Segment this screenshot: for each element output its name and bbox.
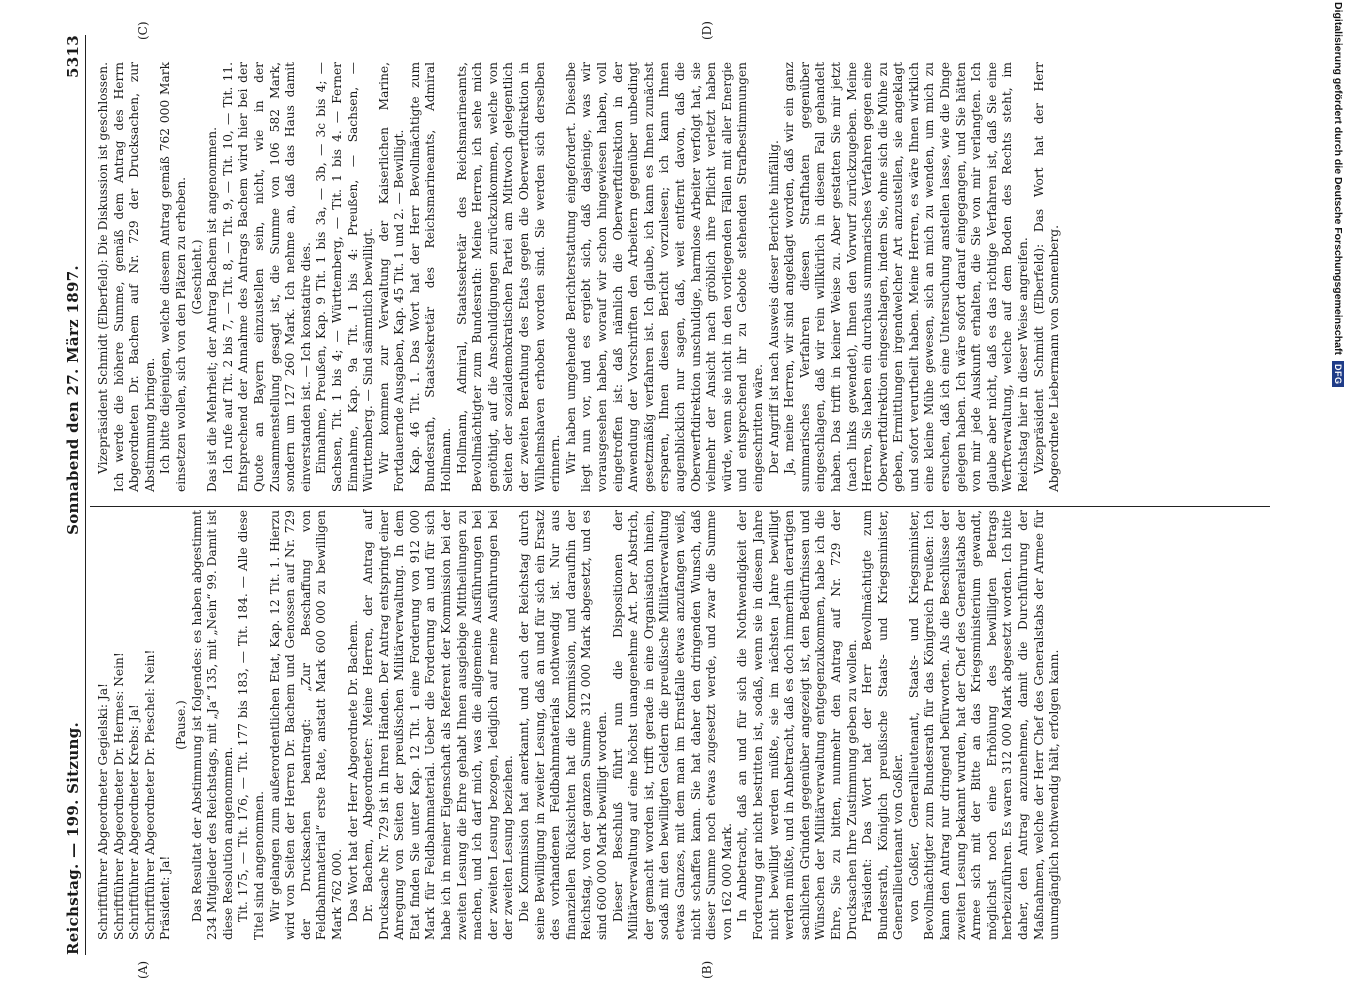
column-divider: [90, 506, 1270, 507]
paragraph: Vizepräsident Schmidt (Elberfeld): Die Diskussion ist geschlossen. Ich werde die höhere Summe, gemäß dem Antrag des Herrn Abgeordneten Dr. Bachem auf Nr. 729 der Drucksachen, zur Abstimmung bringen.: [96, 62, 157, 492]
paragraph: Ich bitte diejenigen, welche diesem Antrag gemäß 762 000 Mark einsetzen wollen, sich von den Plätzen zu erheben.: [158, 62, 188, 492]
paragraph: Das Wort hat der Herr Abgeordnete Dr. Bachem.: [345, 620, 360, 922]
paragraph: Das ist die Mehrheit; der Antrag Bachem ist angenommen.: [205, 127, 220, 492]
paragraph: Hollmann, Admiral, Staatssekretär des Reichsmarineamts, Bevollmächtigter zum Bundesrath: Meine Herren, ich sehe mich genöthigt, auf die Anschuldigungen zurückzukommen, welche von Seiten der sozialdemokratischen Partei am Mittwoch gelegentlich der zweiten Berathung des Etats gegen die Oberwerftdirektion in Wilhelmshaven erhoben worden sind. Sie werden sich derselben erinnern.: [454, 62, 563, 492]
paragraph: Präsident: Ja!: [158, 855, 173, 940]
paragraph: Wir gelangen zum außerordentlichen Etat, Kap. 12 Tit. 1. Hierzu wird von Seiten der Herren Dr. Bachem und Genossen auf Nr. 729 der Drucksachen beantragt: „Zur Beschaffung von Feldbahnmaterial“ erste Rate, anstatt Mark 600 000 zu bewilligen Mark 762 000.: [267, 510, 344, 940]
paragraph: Das Resultat der Abstimmung ist folgendes: es haben abgestimmt 234 Mitglieder des Reichstags, mit „Ja“ 135, mit „Nein“ 99. Damit ist diese Resolution angenommen.: [189, 510, 235, 940]
margin-marker-d: (D): [700, 21, 714, 40]
paragraph: Wir haben umgehende Berichterstattung eingefordert. Dieselbe liegt nun vor, und es ergiebt sich, daß dasjenige, was wir vorausgesehen haben, worauf wir schon hingewiesen haben, voll eingetroffen ist: daß nämlich die Oberwerftdirektion in der Anwendung der Vorschriften den Arbeitern gegenüber unbedingt gesetzmäßig verfahren ist. Ich glaube, ich kann es Ihnen zunächst ersparen, Ihnen diesen Bericht vorzulesen; ich kann Ihnen augenblicklich nur sagen, daß, weit entfernt davon, daß die Oberwerftdirektion unschuldige, harmlose Arbeiter verfolgt hat, sie vielmehr der Ansicht nach gröblich ihre Pflicht verletzt haben würde, wenn sie nicht in den vorliegenden Fällen mit aller Energie und entsprechend ihr zu Gebote stehenden Strafbestimmungen eingeschritten wäre.: [563, 62, 765, 492]
paragraph: Kap. 46 Tit. 1. Das Wort hat der Herr Bevollmächtigte zum Bundesrath, Staatssekretär des Reichsmarineamts, Admiral Hollmann.: [407, 62, 454, 492]
left-column: [96, 510, 1063, 940]
digitization-credit: [1327, 2, 1349, 998]
header-date: Sonnabend den 27. März 1897.: [64, 265, 82, 535]
paragraph: (Pause.): [173, 700, 188, 750]
paragraph: Einnahme, Preußen, Kap. 9 Tit. 1 bis 3a, — 3b, — 3c bis 4; — Sachsen, Tit. 1 bis 4; — Württemberg, — Tit. 1 bis 4. — Ferner Einnahme, Kap. 9a Tit. 1 bis 4: Preußen, — Sachsen, — Württemberg. — Sind sämmtlich bewilligt.: [314, 62, 376, 492]
right-column: [96, 62, 1063, 492]
paragraph: Dr. Bachem, Abgeordneter: Meine Herren, der Antrag auf Drucksache Nr. 729 ist in Ihren Händen. Der Antrag entspringt einer Anregung von Seiten der preußischen Militärverwaltung. In dem Etat finden Sie unter Kap. 12 Tit. 1 eine Forderung von 912 000 Mark für Feldbahnmaterial. Ueber die Forderung an und für sich habe ich in meiner Eigenschaft als Referent der Kommission bei der zweiten Lesung die Ehre gehabt Ihnen ausgiebige Mittheilungen zu machen, und ich darf mich, was die allgemeine Ausführungen bei der zweiten Lesung bezogen, lediglich auf meine Ausführungen bei der zweiten Lesung beziehen.: [361, 510, 516, 940]
credit-text: Digitalisierung gefördert durch die Deutsche Forschungsgemeinschaft: [1332, 2, 1344, 355]
margin-marker-b: (B): [700, 960, 714, 979]
paragraph: Schriftführer Abgeordneter Dr. Pieschel: Nein!: [142, 649, 157, 940]
paragraph: (Geschieht.): [189, 239, 204, 315]
paragraph: Der Angriff ist nach Ausweis dieser Berichte hinfällig.: [766, 140, 781, 474]
paragraph: Die Kommission hat anerkannt, und auch der Reichstag durch seine Bewilligung in zweiter Lesung, daß an und für sich ein Ersatz des vorhandenen Feldbahnmaterials nothwendig ist. Nur aus finanziellen Rücksichten hat die Kommission, und daraufhin der Reichstag, von der ganzen Summe 312 000 Mark abgesetzt, und es sind 600 000 Mark bewilligt worden.: [517, 510, 609, 940]
paragraph: von Goßler, Generallieutenant, Staats- und Kriegsminister, Bevollmächtigter zum Bundesrath für das Königreich Preußen: Ich kann den Antrag nur dringend befürworten. Als die Beschlüsse der zweiten Lesung bekannt wurden, hat der Chef des Generalstabs der Armee sich mit der Bitte an das Kriegsministerium gewandt, möglichst noch eine Erhöhung des bewilligten Betrags herbeizuführen. Es waren 312 000 Mark abgesetzt worden. Ich bitte daher, den Antrag anzunehmen, damit die Durchführung der Maßnahmen, welche der Herr Chef des Generalstabs der Armee für unumgänglich nothwendig hält, erfolgen kann.: [906, 510, 1062, 940]
paragraph: Schriftführer Abgeordneter Krebs: Ja!: [127, 704, 142, 940]
paragraph: Schriftführer Abgeordneter Dr. Hermes: Nein!: [111, 652, 126, 940]
rotated-page: [40, 5, 1312, 995]
paragraph: Wir kommen zur Verwaltung der Kaiserlichen Marine, Fortdauernde Ausgaben, Kap. 45 Tit. 1 und 2. — Bewilligt.: [376, 62, 407, 492]
paragraph: Ich rufe auf Tit. 2 bis 7, — Tit. 8, — Tit. 9, — Tit. 10, — Tit. 11. Entsprechend der Annahme des Antrags Bachem wird hier bei der Quote an Bayern einzustellen sein, nicht, wie in der Zusammenstellung gesagt ist, die Summe von 106 582 Mark, sondern um 127 260 Mark. Ich nehme an, daß das Haus damit einverstanden ist. — Ich konstatire dies.: [220, 62, 313, 492]
header-left: Reichstag. — 199. Sitzung.: [64, 721, 82, 955]
paragraph: Vizepräsident Schmidt (Elberfeld): Das Wort hat der Herr Abgeordnete Liebermann von Sonnenberg.: [1031, 62, 1062, 492]
paragraph: In Anbetracht, daß an und für sich die Nothwendigkeit der Forderung gar nicht bestritten ist, sodaß, wenn sie in diesem Jahre nicht bewilligt werden müßte, sie im nächsten Jahre bewilligt werden müßte, und in Anbetracht, daß es doch immerhin derartigen sachlichen Gründen gegenüber angezeigt ist, den Bedürfnissen und Wünschen der Militärverwaltung entgegenzukommen, habe ich die Ehre, Sie zu bitten, nunmehr den Antrag auf Nr. 729 der Drucksachen Ihre Zustimmung geben zu wollen.: [735, 510, 859, 940]
paragraph: Ja, meine Herren, wir sind angeklagt worden, daß wir ein ganz summarisches Verfahren diesen Strafthaten gegenüber eingeschlagen, daß wir rein willkürlich in diesem Fall gehandelt haben. Das trifft in keiner Weise zu. Aber gestatten Sie mir jetzt (nach links gewendet), Ihnen den Vorwurf zurückzugeben. Meine Herren, Sie haben ein durchaus summarisches Verfahren gegen eine Oberwerftdirektion eingeschlagen, indem Sie, ohne sich die Mühe zu geben, Ermittlungen irgendwelcher Art anzustellen, sie angeklagt und sofort verurtheilt haben. Meine Herren, es wäre Ihnen wirklich eine kleine Mühe gewesen, sich an mich zu wenden, um mich zu ersuchen, daß ich eine Untersuchung anstellen lasse, wie die Dinge gelegen haben. Ich wäre sofort darauf eingegangen, und Sie hätten von mir jede Auskunft erhalten, die Sie von mir verlangten. Ich glaube aber nicht, daß es das richtige Verfahren ist, daß Sie eine Werftverwaltung, welche auf dem Boden des Rechts steht, im Reichstag hier in dieser Weise angreifen.: [782, 62, 1031, 492]
paragraph: Tit. 175, — Tit. 176, — Tit. 177 bis 183, — Tit. 184. — Alle diese Titel sind angenommen.: [236, 510, 266, 940]
paragraph: Schriftführer Abgeordneter Gegielski: Ja!: [96, 683, 110, 940]
page-header: [54, 35, 86, 955]
paragraph: Dieser Beschluß führt nun die Dispositionen der Militärverwaltung auf eine höchst unangenehme Art. Der Abstrich, der gemacht worden ist, trifft gerade in eine Organisation hinein, sodaß mit den bewilligten Geldern die preußische Militärverwaltung etwas Ganzes, mit dem man im Ernstfalle etwas anzufangen weiß, nicht schaffen kann. Sie hat daher den dringenden Wunsch, daß dieser Summe noch etwas zugesetzt werde, und zwar die Summe von 162 000 Mark.: [610, 510, 734, 940]
margin-marker-a: (A): [136, 960, 150, 979]
page-number: 5313: [64, 35, 82, 78]
paragraph: Präsident: Das Wort hat der Herr Bevollmächtigte zum Bundesrath, Königlich preußische Staats- und Kriegsminister, Generallieutenant von Goßler.: [860, 510, 906, 940]
margin-marker-c: (C): [136, 21, 150, 40]
dfg-logo: DFG: [1332, 361, 1344, 388]
